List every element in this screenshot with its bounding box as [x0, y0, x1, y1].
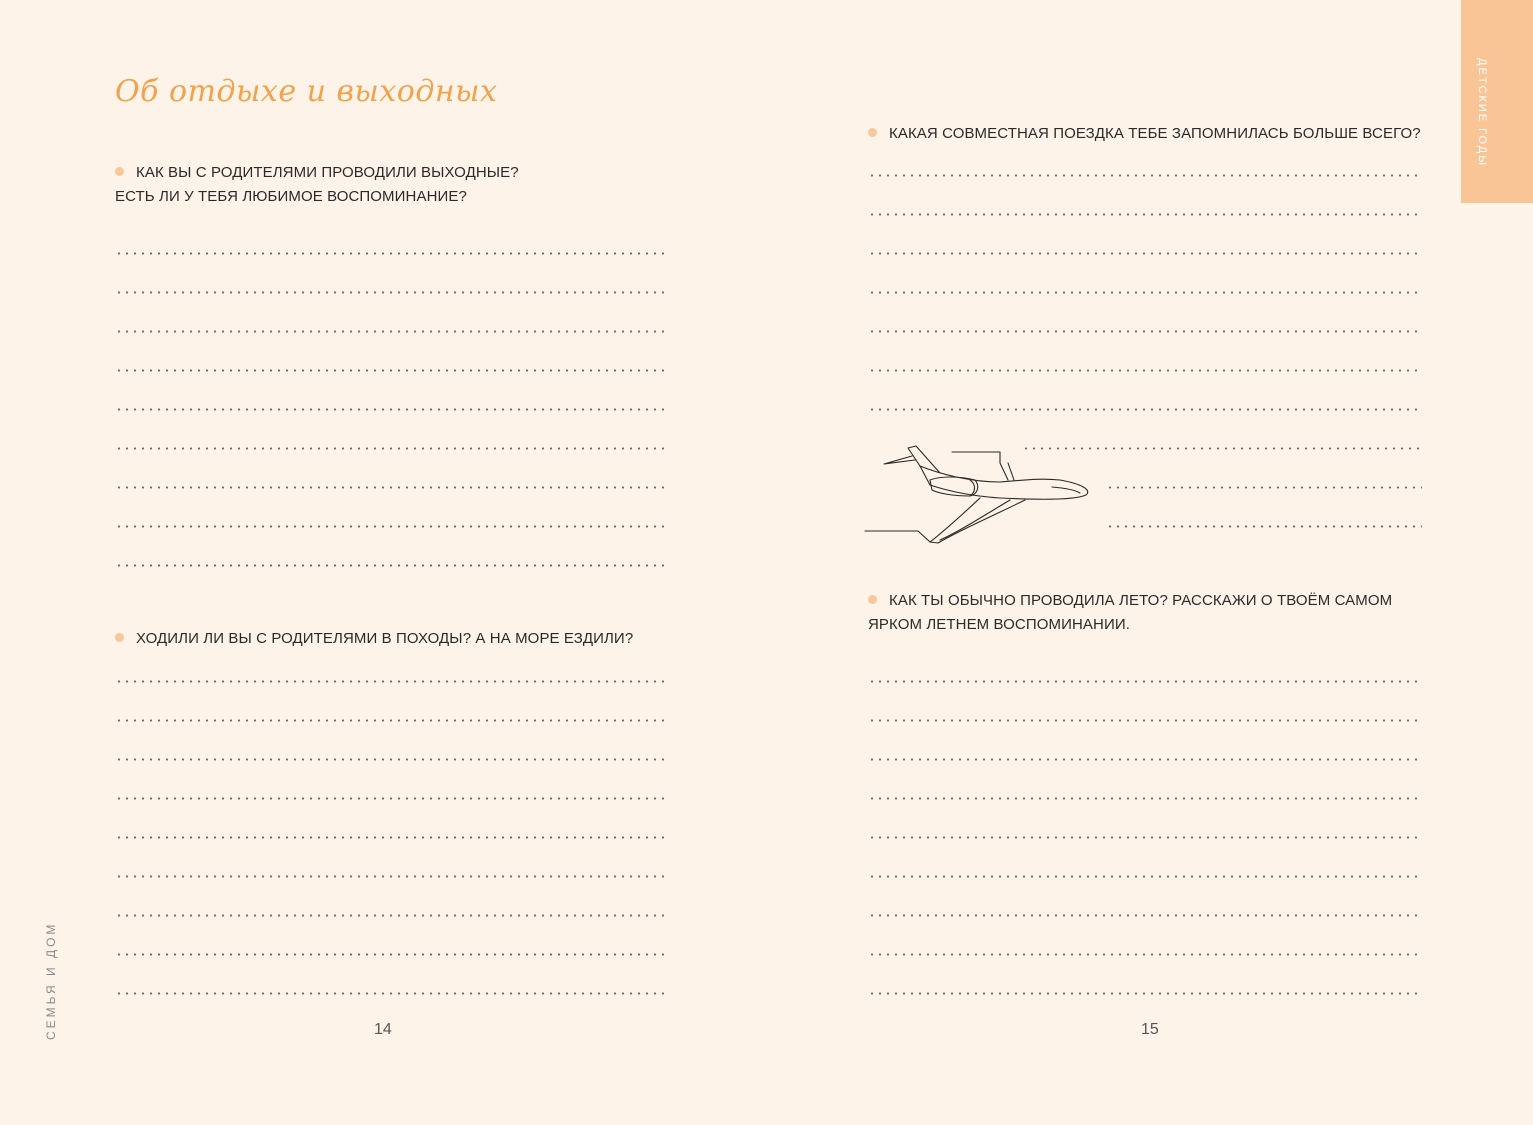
- answer-line[interactable]: [115, 330, 669, 333]
- question-trip-line1: КАКАЯ СОВМЕСТНАЯ ПОЕЗДКА ТЕБЕ ЗАПОМНИЛАСЬ БОЛЬШЕ ВСЕГО?: [889, 125, 1421, 142]
- answer-line[interactable]: [115, 992, 669, 995]
- bullet-icon: [868, 595, 877, 604]
- page-title: Об отдыхе и выходных: [115, 74, 498, 109]
- answer-line[interactable]: [868, 369, 1422, 372]
- answer-line[interactable]: [115, 719, 669, 722]
- question-weekends-line1: КАК ВЫ С РОДИТЕЛЯМИ ПРОВОДИЛИ ВЫХОДНЫЕ?: [136, 164, 519, 181]
- page-number-right: 15: [1141, 1021, 1159, 1038]
- answer-line[interactable]: [1106, 486, 1422, 489]
- answer-line[interactable]: [868, 174, 1422, 177]
- question-summer-line1: КАК ТЫ ОБЫЧНО ПРОВОДИЛА ЛЕТО? РАССКАЖИ О ТВОЁМ САМОМ: [889, 592, 1393, 609]
- answer-line[interactable]: [115, 564, 669, 567]
- answer-line[interactable]: [868, 797, 1422, 800]
- section-tab: [1461, 0, 1533, 203]
- answer-line[interactable]: [868, 252, 1422, 255]
- question-summer-line2: ЯРКОМ ЛЕТНЕМ ВОСПОМИНАНИИ.: [868, 616, 1130, 633]
- answer-line[interactable]: [868, 953, 1422, 956]
- answer-line[interactable]: [868, 330, 1422, 333]
- answer-line[interactable]: [115, 875, 669, 878]
- bullet-icon: [868, 128, 877, 137]
- question-weekends: [115, 161, 519, 209]
- question-summer: [868, 589, 1392, 637]
- answer-line[interactable]: [115, 252, 669, 255]
- question-weekends-line2: ЕСТЬ ЛИ У ТЕБЯ ЛЮБИМОЕ ВОСПОМИНАНИЕ?: [115, 188, 467, 205]
- bullet-icon: [115, 167, 124, 176]
- spine-label: СЕМЬЯ И ДОМ: [44, 921, 58, 1040]
- answer-line[interactable]: [115, 447, 669, 450]
- answer-line[interactable]: [868, 758, 1422, 761]
- answer-line[interactable]: [115, 291, 669, 294]
- answer-line[interactable]: [868, 992, 1422, 995]
- section-tab-label: ДЕТСКИЕ ГОДЫ: [1476, 58, 1488, 167]
- answer-line[interactable]: [115, 797, 669, 800]
- answer-line[interactable]: [868, 875, 1422, 878]
- answer-line[interactable]: [115, 408, 669, 411]
- answer-line[interactable]: [115, 680, 669, 683]
- answer-line[interactable]: [868, 680, 1422, 683]
- answer-line[interactable]: [115, 486, 669, 489]
- answer-line[interactable]: [868, 719, 1422, 722]
- answer-line[interactable]: [868, 914, 1422, 917]
- answer-line[interactable]: [868, 836, 1422, 839]
- answer-line[interactable]: [1106, 525, 1422, 528]
- answer-line[interactable]: [868, 291, 1422, 294]
- answer-line[interactable]: [868, 408, 1422, 411]
- answer-line[interactable]: [868, 213, 1422, 216]
- answer-line[interactable]: [115, 914, 669, 917]
- page-number-left: 14: [374, 1021, 392, 1038]
- question-trip: [868, 122, 1421, 146]
- question-hikes: [115, 627, 633, 651]
- answer-line[interactable]: [115, 369, 669, 372]
- question-hikes-line1: ХОДИЛИ ЛИ ВЫ С РОДИТЕЛЯМИ В ПОХОДЫ? А НА МОРЕ ЕЗДИЛИ?: [136, 630, 634, 647]
- airplane-icon: [860, 440, 1095, 550]
- answer-line[interactable]: [115, 953, 669, 956]
- bullet-icon: [115, 633, 124, 642]
- answer-line[interactable]: [115, 525, 669, 528]
- answer-line[interactable]: [115, 758, 669, 761]
- answer-line[interactable]: [115, 836, 669, 839]
